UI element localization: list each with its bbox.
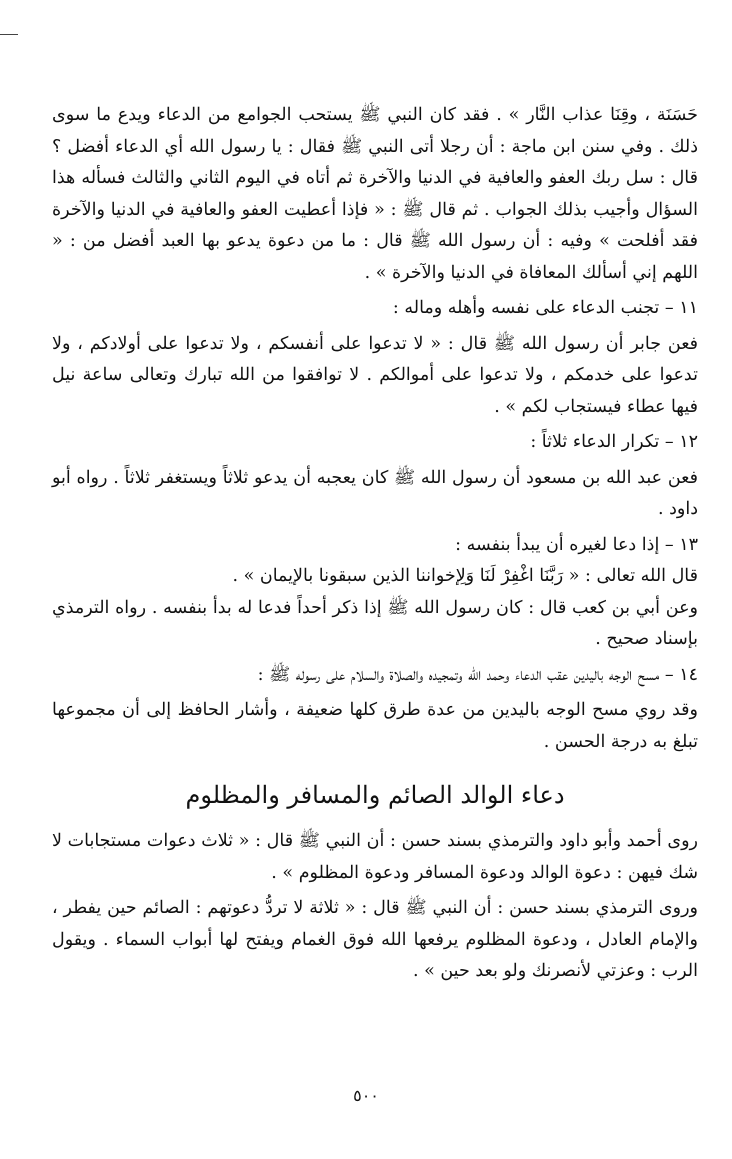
item-13-hadith: وعن أبي بن كعب قال : كان رسول الله ﷺ إذا ذكر أحداً فدعا له بدأ بنفسه . رواه الترمذي بإسناد صحيح .	[52, 597, 698, 649]
item-14-heading: ١٤ – مسح الوجه باليدين عقب الدعاء وحمد الله وتمجيده والصلاة والسلام على رسوله ﷺ :	[257, 664, 698, 685]
section-title: دعاء الوالد الصائم والمسافر والمظلوم	[185, 781, 565, 809]
page-body	[52, 100, 698, 988]
item-12-body: فعن عبد الله بن مسعود أن رسول الله ﷺ كان يعجبه أن يدعو ثلاثاً ويستغفر ثلاثاً . رواه أبو داود .	[52, 467, 698, 519]
item-13-heading: ١٣ – إذا دعا لغيره أن يبدأ بنفسه :	[455, 534, 698, 555]
section-paragraph-2: وروى الترمذي بسند حسن : أن النبي ﷺ قال : « ثلاثة لا تردُّ دعوتهم : الصائم حين يفطر ، والإمام العادل ، ودعوة المظلوم يرفعها الله فوق الغمام ويفتح لها أبواب السماء . ويقول الرب : وعزتي لأنصرنك ولو بعد حين » .	[52, 898, 698, 981]
page-number: ٥٠٠	[353, 1086, 379, 1105]
paragraph-intro: حَسَنَة ، وقِنَا عذاب النَّار » . فقد كان النبي ﷺ يستحب الجوامع من الدعاء ويدع ما سوى ذلك . وفي سنن ابن ماجة : أن رجلا أتى النبي ﷺ فقال : يا رسول الله أي الدعاء أفضل ؟ قال : سل ربك العفو والعافية في الدنيا والآخرة ثم أتاه في اليوم الثاني والثالث فسأله هذا السؤال وأجيب بذلك الجواب . ثم قال ﷺ : « فإذا أعطيت العفو والعافية في الدنيا والآخرة فقد أفلحت » وفيه : أن رسول الله ﷺ قال : ما من دعوة يدعو بها العبد أفضل من : « اللهم إني أسألك المعافاة في الدنيا والآخرة » .	[52, 105, 698, 283]
corner-scan-mark	[0, 34, 18, 35]
section-paragraph-1: روى أحمد وأبو داود والترمذي بسند حسن : أن النبي ﷺ قال : « ثلاث دعوات مستجابات لا شك فيهن : دعوة الوالد ودعوة المسافر ودعوة المظلوم » .	[52, 831, 698, 883]
item-12-heading: ١٢ – تكرار الدعاء ثلاثاً :	[530, 432, 698, 452]
item-11-body: فعن جابر أن رسول الله ﷺ قال : « لا تدعوا على أنفسكم ، ولا تدعوا على أولادكم ، ولا تدعوا على خدمكم ، ولا تدعوا على أموالكم . لا توافقوا من الله تبارك وتعالى ساعة نيل فيها عطاء فيستجاب لكم » .	[52, 333, 698, 417]
item-14-body: وقد روي مسح الوجه باليدين من عدة طرق كلها ضعيفة ، وأشار الحافظ إلى أن مجموعها تبلغ به درجة الحسن .	[52, 700, 698, 752]
item-11-heading: ١١ – تجنب الدعاء على نفسه وأهله وماله :	[392, 298, 698, 318]
item-13-quran-verse: قال الله تعالى : « رَبَّنَا اغْفِرْ لَنَا وَلِإخواننا الذين سبقونا بالإيمان » .	[232, 566, 698, 586]
